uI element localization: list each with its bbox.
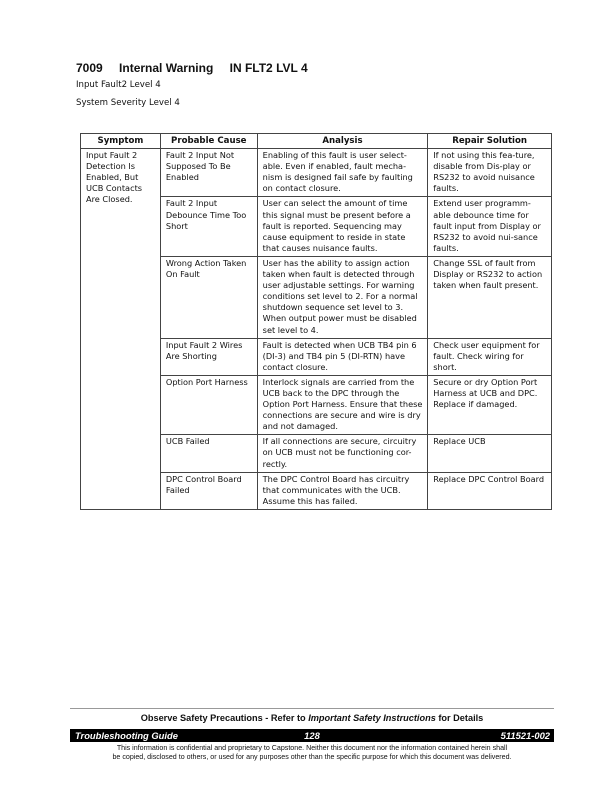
- analysis-cell: User has the ability to assign action taken when fault is detected through user adjustable settings. For warning conditions set level to 2. For a normal shutdown sequence set level to 3. When output power must be disabled set level to 4.: [257, 256, 428, 338]
- header-probable-cause: Probable Cause: [160, 134, 257, 149]
- header-repair-solution: Repair Solution: [428, 134, 552, 149]
- fault-title: Internal Warning: [119, 61, 214, 75]
- cause-cell: UCB Failed: [160, 435, 257, 472]
- footer-divider: [70, 708, 554, 709]
- header-symptom: Symptom: [81, 134, 161, 149]
- analysis-cell: Enabling of this fault is user select-able. Even if enabled, fault mecha-nism is designed fail safe by faulting on contact closure.: [257, 149, 428, 197]
- analysis-cell: If all connections are secure, circuitry on UCB must not be functioning cor-rectly.: [257, 435, 428, 472]
- cause-cell: DPC Control Board Failed: [160, 472, 257, 509]
- section-heading: [76, 61, 308, 75]
- severity-level-line: System Severity Level 4: [76, 98, 180, 108]
- footer-bar: [70, 729, 554, 742]
- page-number: 128: [304, 730, 320, 741]
- confidentiality-line-1: This information is confidential and proprietary to Capstone. Neither this document nor the information contained herein shall: [116, 744, 508, 752]
- fault-code: 7009: [76, 61, 103, 75]
- cause-cell: Fault 2 Input Not Supposed To Be Enabled: [160, 149, 257, 197]
- analysis-cell: User can select the amount of time this signal must be present before a fault is reported. Sequencing may cause equipment to reside in state that causes nuisance faults.: [257, 197, 428, 256]
- cause-cell: Fault 2 Input Debounce Time Too Short: [160, 197, 257, 256]
- repair-cell: Replace UCB: [428, 435, 552, 472]
- repair-cell: Secure or dry Option Port Harness at UCB and DPC. Replace if damaged.: [428, 375, 552, 434]
- symptom-cell: Input Fault 2 Detection Is Enabled, But UCB Contacts Are Closed.: [81, 149, 161, 510]
- analysis-cell: Interlock signals are carried from the UCB back to the DPC through the Option Port Harness. Ensure that these connections are secure and wire is dry and not damaged.: [257, 375, 428, 434]
- troubleshooting-table: [80, 133, 552, 510]
- repair-cell: Check user equipment for fault. Check wiring for short.: [428, 338, 552, 375]
- repair-cell: If not using this fea-ture, disable from Dis-play or RS232 to avoid nuisance faults.: [428, 149, 552, 197]
- confidentiality-line-2: be copied, disclosed to others, or used for any purposes other than the specific purpose for which this document was delivered.: [112, 753, 512, 761]
- cause-cell: Wrong Action Taken On Fault: [160, 256, 257, 338]
- table-row: [81, 149, 552, 197]
- confidentiality-notice: [70, 744, 554, 762]
- analysis-cell: The DPC Control Board has circuitry that communicates with the UCB. Assume this has failed.: [257, 472, 428, 509]
- analysis-cell: Fault is detected when UCB TB4 pin 6 (DI-3) and TB4 pin 5 (DI-RTN) have contact closure.: [257, 338, 428, 375]
- fault-level-line: Input Fault2 Level 4: [76, 80, 161, 90]
- document-number: 511521-002: [500, 730, 550, 741]
- safety-notice: [70, 713, 554, 723]
- cause-cell: Input Fault 2 Wires Are Shorting: [160, 338, 257, 375]
- repair-cell: Extend user programm-able debounce time for fault input from Display or RS232 to avoid nui-sance faults.: [428, 197, 552, 256]
- repair-cell: Change SSL of fault from Display or RS232 to action taken when fault present.: [428, 256, 552, 338]
- fault-tag: IN FLT2 LVL 4: [229, 61, 308, 75]
- safety-suffix: for Details: [435, 713, 484, 723]
- table-header-row: [81, 134, 552, 149]
- cause-cell: Option Port Harness: [160, 375, 257, 434]
- repair-cell: Replace DPC Control Board: [428, 472, 552, 509]
- header-analysis: Analysis: [257, 134, 428, 149]
- guide-title: Troubleshooting Guide: [75, 730, 178, 741]
- safety-instructions-ref: Important Safety Instructions: [308, 713, 436, 723]
- safety-prefix: Observe Safety Precautions - Refer to: [140, 713, 309, 723]
